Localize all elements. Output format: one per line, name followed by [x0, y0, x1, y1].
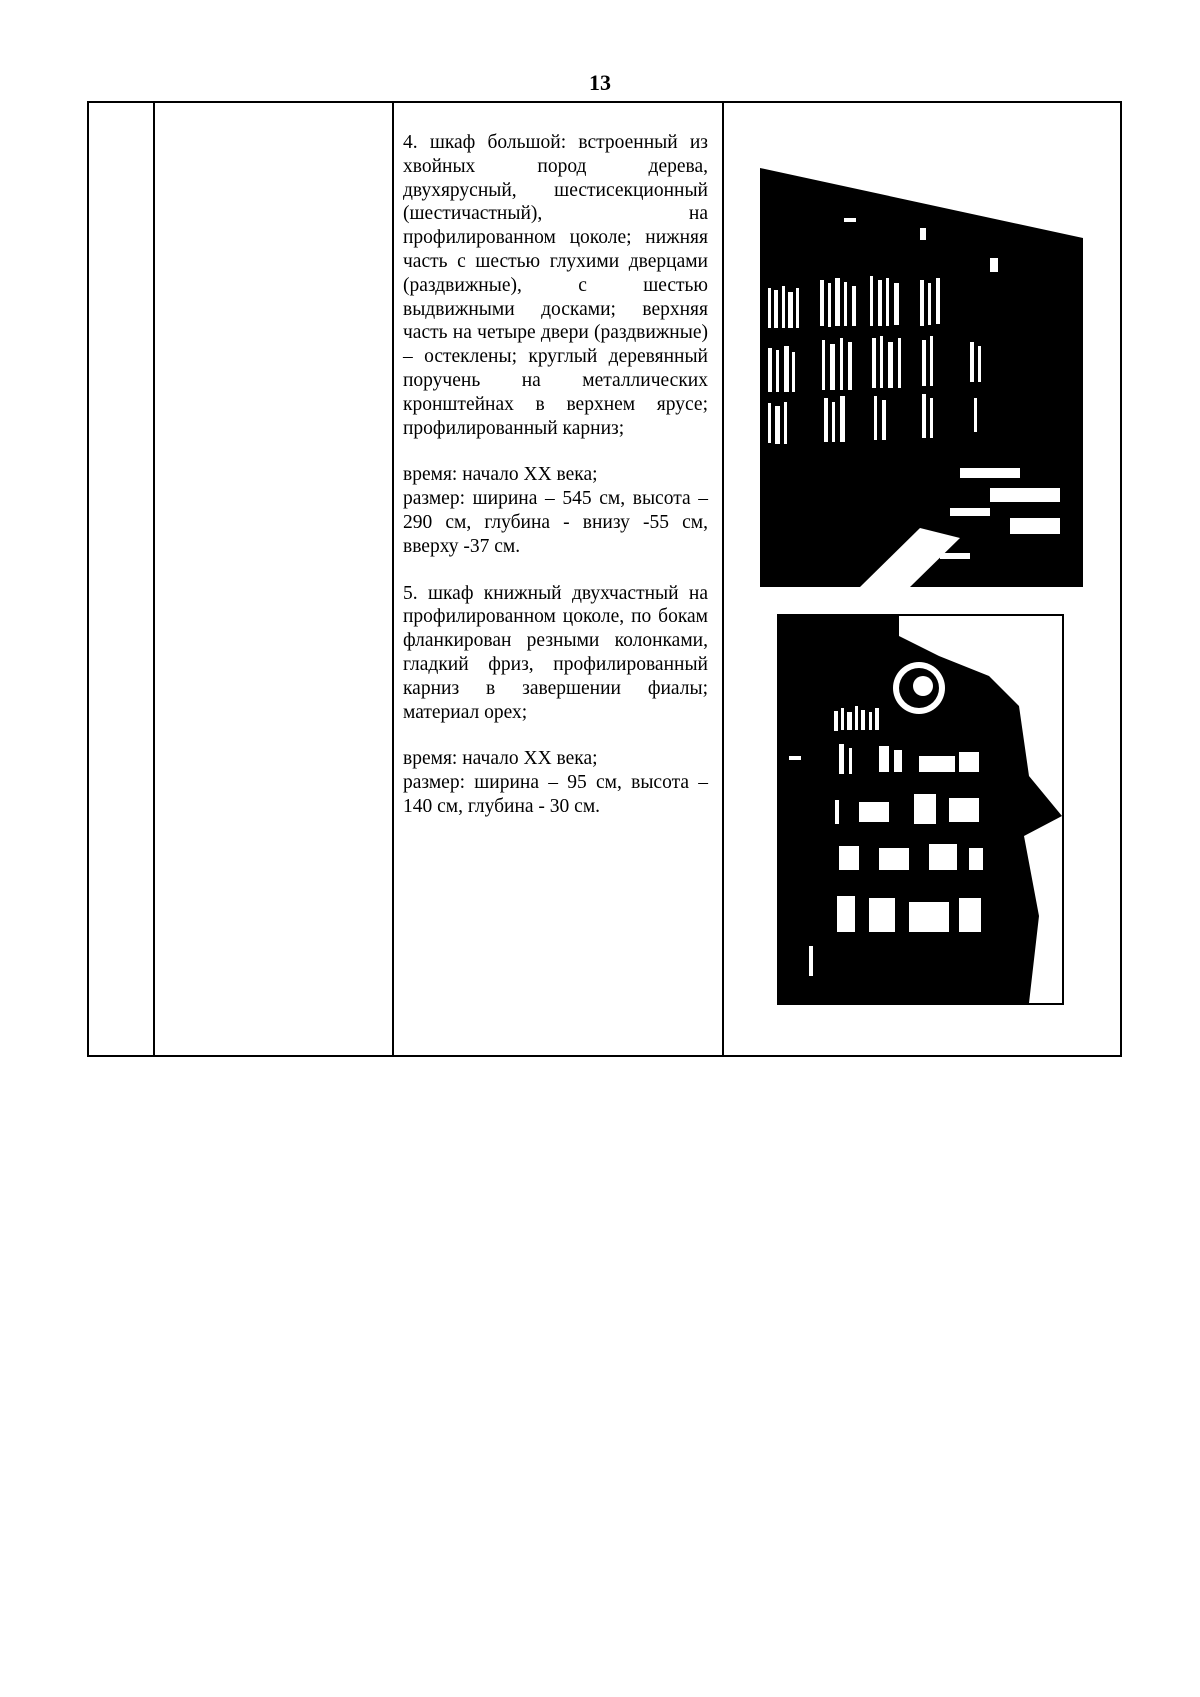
page-number: 13 [589, 70, 611, 95]
description-cell [403, 131, 708, 819]
item-5-size: размер: ширина – 95 см, высота –140 см, глубина - 30 см. [403, 772, 708, 817]
table-column-divider [153, 103, 155, 1055]
table-column-divider [392, 103, 394, 1055]
item-4-time: время: начало XX века; [403, 464, 598, 486]
item-5-time: время: начало XX века; [403, 748, 598, 770]
item-4-size: размер: ширина – 545 см, высота –290 см, глубина - внизу -55 см, вверху -37 см. [403, 488, 708, 557]
item-5-description: 5. шкаф книжный двухчастный на профилированном цоколе, по бокам фланкирован резными колонками, гладкий фриз, профилированный карниз в завершении фиалы; материал орех; [403, 582, 708, 723]
table-column-divider [722, 103, 724, 1055]
item-4-description: 4. шкаф большой: встроенный из хвойных пород дерева, двухярусный, шестисекционный (шестичастный), на профилированном цоколе; нижняя часть с шестью глухими дверцами (раздвижные), с шестью выдвижными досками; верхняя часть на четыре двери (раздвижные) – остеклены; круглый деревянный поручень на металлических кронштейнах в верхнем ярусе; профилированный карниз; [403, 132, 708, 439]
bookcase-photo-small [777, 614, 1064, 1005]
bookcase-photo-large [760, 168, 1083, 587]
